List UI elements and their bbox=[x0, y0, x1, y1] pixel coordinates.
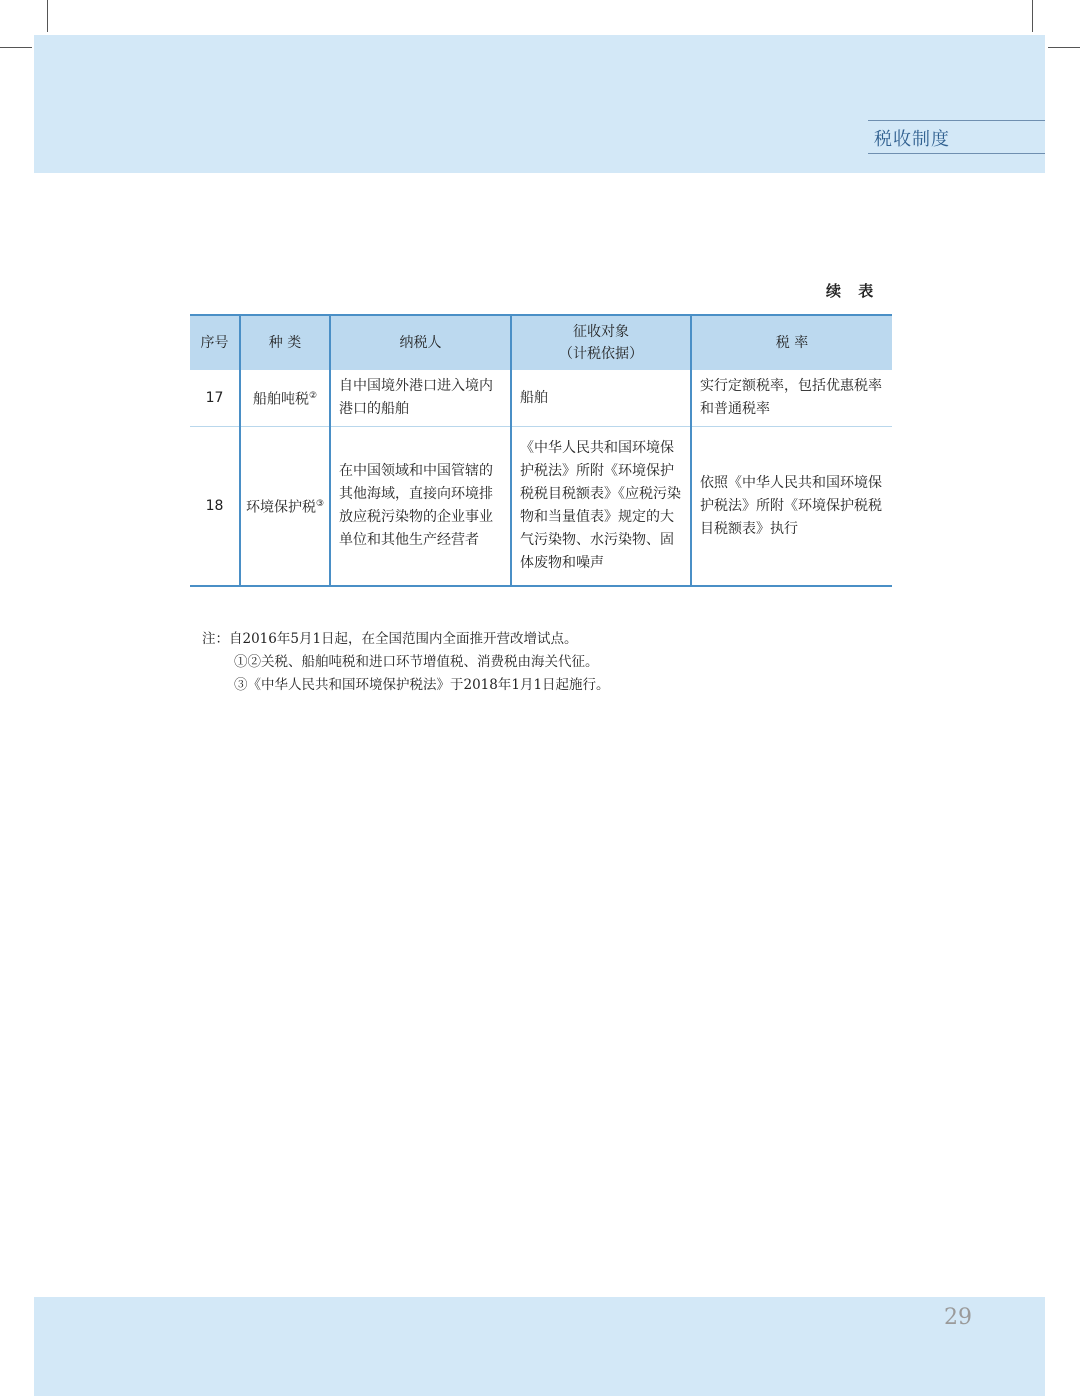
cell-rate: 实行定额税率，包括优惠税率和普通税率 bbox=[691, 370, 892, 427]
crop-mark bbox=[1048, 47, 1080, 48]
continued-label: 续 表 bbox=[826, 282, 880, 300]
cell-kind-text: 环境保护税 bbox=[245, 499, 316, 516]
cell-kind bbox=[240, 370, 330, 427]
cell-no: 17 bbox=[190, 370, 240, 427]
cell-object: 船舶 bbox=[511, 370, 691, 427]
table-header-row bbox=[190, 315, 892, 370]
column-header-taxpayer: 纳税人 bbox=[330, 315, 511, 370]
section-title bbox=[868, 120, 1045, 154]
table-notes bbox=[202, 628, 610, 697]
column-header-kind: 种 类 bbox=[240, 315, 330, 370]
footnote-marker: ③ bbox=[315, 498, 325, 509]
tax-table bbox=[190, 314, 892, 587]
cell-kind-text: 船舶吨税 bbox=[252, 391, 309, 408]
note-line: ①②关税、船舶吨税和进口环节增值税、消费税由海关代征。 bbox=[234, 654, 599, 670]
note-line: ③《中华人民共和国环境保护税法》于2018年1月1日起施行。 bbox=[234, 677, 610, 693]
column-header-rate: 税 率 bbox=[691, 315, 892, 370]
crop-mark bbox=[1032, 0, 1033, 32]
cell-taxpayer: 在中国领域和中国管辖的其他海域，直接向环境排放应税污染物的企业事业单位和其他生产经营者 bbox=[330, 427, 511, 587]
column-header-object-line1: 征收对象 bbox=[573, 324, 629, 340]
column-header-no: 序号 bbox=[190, 315, 240, 370]
note-line: 注：自2016年5月1日起，在全国范围内全面推开营改增试点。 bbox=[202, 631, 578, 647]
crop-mark bbox=[47, 0, 48, 32]
footnote-marker: ② bbox=[308, 390, 318, 401]
page-number: 29 bbox=[944, 1305, 972, 1330]
column-header-object bbox=[511, 315, 691, 370]
cell-taxpayer: 自中国境外港口进入境内港口的船舶 bbox=[330, 370, 511, 427]
footer-band bbox=[34, 1297, 1045, 1396]
crop-mark bbox=[0, 47, 32, 48]
table-row bbox=[190, 427, 892, 587]
table-row bbox=[190, 370, 892, 427]
cell-rate: 依照《中华人民共和国环境保护税法》所附《环境保护税税目税额表》执行 bbox=[691, 427, 892, 587]
column-header-object-line2: （计税依据） bbox=[559, 346, 643, 362]
cell-no: 18 bbox=[190, 427, 240, 587]
cell-object: 《中华人民共和国环境保护税法》所附《环境保护税税目税额表》《应税污染物和当量值表》规定的大气污染物、水污染物、固体废物和噪声 bbox=[511, 427, 691, 587]
cell-kind bbox=[240, 427, 330, 587]
section-title-text: 税收制度 bbox=[874, 129, 950, 150]
